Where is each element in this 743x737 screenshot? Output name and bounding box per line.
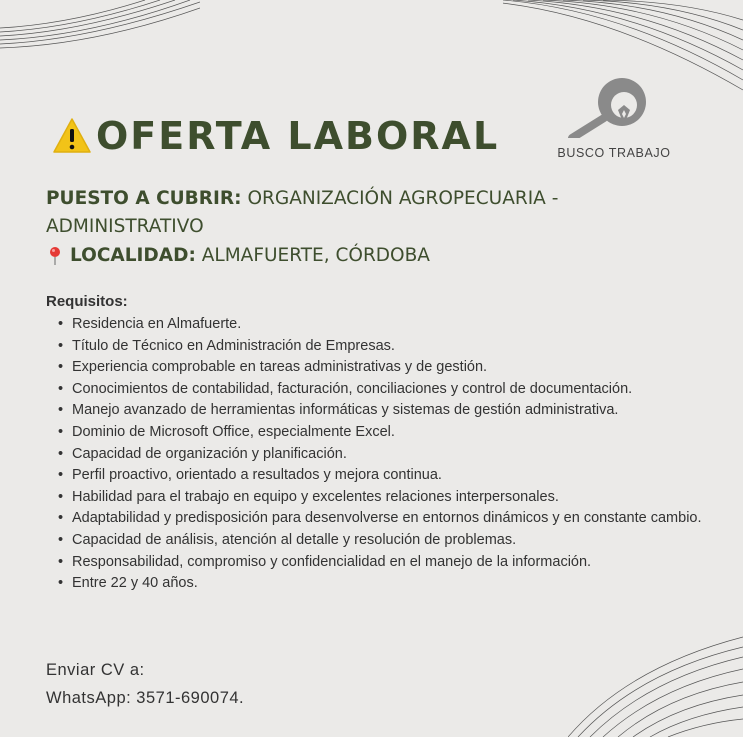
location-label: LOCALIDAD:	[70, 245, 196, 266]
job-location	[46, 242, 430, 270]
whatsapp-number[interactable]: WhatsApp: 3571-690074.	[46, 689, 245, 707]
contact-info	[46, 656, 244, 712]
list-item: • Habilidad para el trabajo en equipo y excelentes relaciones interpersonales.	[56, 487, 736, 509]
list-item: • Dominio de Microsoft Office, especialmente Excel.	[56, 422, 736, 444]
list-item: • Responsabilidad, compromiso y confidencialidad en el manejo de la información.	[56, 552, 736, 574]
pin-icon	[46, 246, 64, 266]
logo-text: BUSCO TRABAJO	[557, 146, 671, 160]
list-item: • Experiencia comprobable en tareas administrativas y de gestión.	[56, 357, 736, 379]
magnifier-person-icon	[566, 72, 662, 138]
list-item: • Título de Técnico en Administración de Empresas.	[56, 336, 736, 358]
position-label: PUESTO A CUBRIR:	[46, 188, 242, 209]
send-cv-text: Enviar CV a:	[46, 661, 145, 679]
list-item: • Perfil proactivo, orientado a resultados y mejora continua.	[56, 465, 736, 487]
list-item: • Entre 22 y 40 años.	[56, 573, 736, 595]
decorative-lines-bottom-right	[568, 627, 743, 737]
list-item: • Manejo avanzado de herramientas informáticas y sistemas de gestión administrativa.	[56, 400, 736, 422]
position-value: ORGANIZACIÓN AGROPECUARIA - ADMINISTRATIVO	[46, 188, 559, 237]
job-position	[46, 185, 686, 241]
list-item: • Capacidad de organización y planificación.	[56, 444, 736, 466]
requirements-title: Requisitos:	[46, 293, 128, 310]
warning-icon	[52, 116, 92, 156]
list-item: • Residencia en Almafuerte.	[56, 314, 736, 336]
busco-trabajo-logo	[548, 72, 680, 164]
header	[52, 114, 499, 158]
location-value: ALMAFUERTE, CÓRDOBA	[201, 245, 430, 266]
list-item: • Adaptabilidad y predisposición para desenvolverse en entornos dinámicos y en constante cambio.	[56, 508, 736, 530]
list-item: • Capacidad de análisis, atención al detalle y resolución de problemas.	[56, 530, 736, 552]
requirements-list	[56, 314, 736, 595]
page-title: OFERTA LABORAL	[96, 114, 500, 158]
decorative-lines-top-left	[0, 0, 200, 60]
list-item: • Conocimientos de contabilidad, facturación, conciliaciones y control de documentación.	[56, 379, 736, 401]
